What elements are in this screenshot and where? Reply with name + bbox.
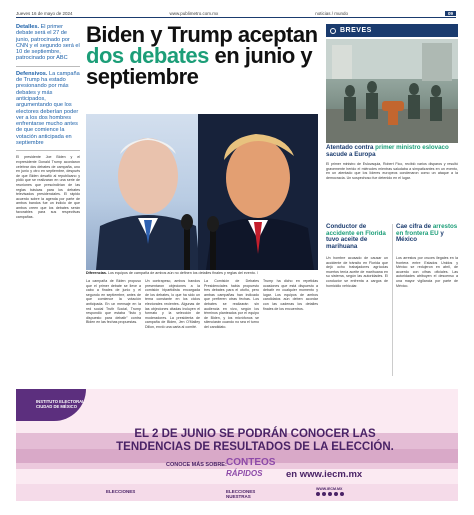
breve-1-title-b: primer ministro eslovaco xyxy=(375,144,449,151)
youtube-icon[interactable] xyxy=(334,492,338,496)
breve-3-title xyxy=(396,224,458,244)
column-divider xyxy=(392,224,393,376)
breve-2-title xyxy=(326,224,388,250)
slovakia-photo xyxy=(326,39,458,143)
teaser-details xyxy=(16,24,80,62)
breve-2-body: Un hombre acusado de causar un accidente de tránsito en Florida que dejó ocho trabajadores agrícolas muertos tenía aceite de marihuana en su sistema, según las autoridades. El conductor se enfrenta a cargos de homicidio vehicular. xyxy=(326,256,388,288)
page-header xyxy=(16,10,456,18)
ad-headline-line1: EL 2 DE JUNIO SE PODRÁN CONOCER LAS xyxy=(134,428,376,440)
breve-3-title-a: Cae cifra de xyxy=(396,223,433,230)
divider xyxy=(16,150,80,151)
caption-text: Los equipos de campaña de ambos aún no definen los detalles finales y reglas del evento. / xyxy=(107,271,258,275)
body-column-4: Trump ha dicho en repetidas ocasiones que está dispuesto a debatir en cualquier momento y lugar. Los equipos de ambos candidatos aún deben acordar con las cadenas los detalles finales de los encuentros. xyxy=(263,279,318,311)
headline-part1: Biden y Trump aceptan xyxy=(86,22,318,47)
ad-org-line1: INSTITUTO ELECTORAL xyxy=(36,399,85,404)
breve-1-title-a: Atentado contra xyxy=(326,144,376,151)
breve-2-title-c: tuvo aceite de marihuana xyxy=(326,236,368,250)
ad-rapidos-text: RÁPIDOS xyxy=(226,469,263,478)
left-sidebar-column xyxy=(16,24,80,289)
ad-footer-logo-nuestras: ELECCIONES NUESTRAS xyxy=(226,489,256,499)
caption-lead: Diferencias. xyxy=(86,271,107,275)
breves-label: BREVES xyxy=(340,27,372,34)
ad-footer-url[interactable]: WWW.IECM.MX xyxy=(316,487,343,491)
photo-caption xyxy=(86,271,318,276)
breve-1-title-c: sacude a Europa xyxy=(326,150,376,158)
site-url: www.publimetro.com.mx xyxy=(169,11,219,16)
x-icon[interactable] xyxy=(322,492,326,496)
breve-2-title-a: Conductor de xyxy=(326,223,367,230)
breve-2-title-b: accidente en Florida xyxy=(326,229,386,237)
ad-org-name xyxy=(36,399,85,409)
issue-date: Jueves 16 de mayo de 2024 xyxy=(16,11,73,16)
ad-conteos-text: CONTEOS xyxy=(226,457,276,468)
ad-headline-line2: TENDENCIAS DE RESULTADOS DE LA ELECCIÓN. xyxy=(116,441,394,453)
teaser-defensive-lead: Defensivos. xyxy=(16,70,48,77)
ad-org-line2: CIUDAD DE MÉXICO xyxy=(36,404,77,409)
body-column-3: La Comisión de Debates Presidenciales había propuesto tres debates para el otoño, pero ambas campañas han indicado que prefieren otras fechas. Los debates se realizarán sin audiencia en vivo, según los términos planteados por el equipo de Biden, y los micrófonos se silenciarán cuando no sea el turno del candidato. xyxy=(204,279,259,329)
iecm-advertisement[interactable] xyxy=(16,389,458,501)
teaser-details-lead: Detalles. xyxy=(16,24,40,30)
body-column-1: La campaña de Biden propuso que el primer debate se lleve a cabo a finales de junio y el segundo en septiembre, antes de que comience la votación anticipada. En un mensaje en la red social Truth Social, Trump respondió que estaba "listo y dispuesto para debatir" contra Biden en las fechas propuestas. xyxy=(86,279,141,325)
page-number: 09 xyxy=(445,11,456,16)
breve-3-title-b: arrestos en frontera EU xyxy=(396,223,458,237)
ad-headline xyxy=(90,428,420,454)
candidates-photo xyxy=(86,114,318,270)
tiktok-icon[interactable] xyxy=(340,492,344,496)
headline-highlight: dos debates xyxy=(86,43,209,68)
teaser-defensive xyxy=(16,71,80,147)
breve-1-title xyxy=(326,145,458,158)
ad-footer-logo-elecciones: ELECCIONES xyxy=(106,489,136,494)
breve-1-body: El primer ministro de Eslovaquia, Robert Fico, recibió varios disparos y resultó gravemente herido el miércoles mientras saludaba a simpatizantes en un evento, en un atentado que los líderes europeos condenaron como un ataque a la democracia. Un sospechoso fue detenido en el lugar. xyxy=(326,162,458,180)
headline-part2: en junio y septiembre xyxy=(86,43,313,89)
left-body-text: El presidente Joe Biden y el expresidente Donald Trump acordaron celebrar dos debates de campaña, uno en junio y otro en septiembre, después de que Biden desafió al republicano y pidió que se realizaran en una serie de reuniones que prescindirían de las reglas básicas para los debates televisados presidenciales. El rápido acuerdo sobre la agenda por parte de ambos bandos fue un indicio de que ambos creen que los debates serán favorables para sus respectivas campañas. xyxy=(16,155,80,220)
ad-url-link[interactable]: en www.iecm.mx xyxy=(286,469,363,480)
divider xyxy=(16,66,80,67)
ad-social-icons xyxy=(316,492,356,501)
breves-header xyxy=(326,24,458,37)
main-headline xyxy=(86,24,318,87)
body-column-2: Un contrapeso, ambos bandos presentaron objeciones a la comisión bipartidista encargada de los debates, lo que ha sido un tema constante en los ciclos electorales recientes. Algunas de las objeciones citadas incluyen el formato y la selección de moderadores. La presidenta de campaña de Biden, Jen O'Malley Dillon, envió una carta al comité. xyxy=(145,279,200,329)
facebook-icon[interactable] xyxy=(316,492,320,496)
teaser-defensive-text: La campaña de Trump ha estado presionando por más debates y más anticipados, argumentando que los electores deberían poder ver a los dos hombres enfrentarse mucho antes de que comience la votación anticipada en septiembre xyxy=(16,70,80,147)
breves-bullet-icon xyxy=(330,28,336,34)
instagram-icon[interactable] xyxy=(328,492,332,496)
section-name: noticias / mundo xyxy=(315,11,348,16)
breve-3-body: Los arrestos por cruces ilegales en la frontera entre Estados Unidos y México se redujeron en abril, de acuerdo con cifras oficiales. Las autoridades atribuyen el descenso a una mayor vigilancia por parte de México. xyxy=(396,256,458,288)
ad-cta-label: CONOCE MÁS SOBRE: xyxy=(166,462,227,468)
teaser-details-text: El primer debate será el 27 de junio, patrocinado por CNN y el segundo será el 10 de septiembre, patrocinado por ABC xyxy=(16,24,80,62)
breve-3-title-c: y México xyxy=(396,229,444,244)
